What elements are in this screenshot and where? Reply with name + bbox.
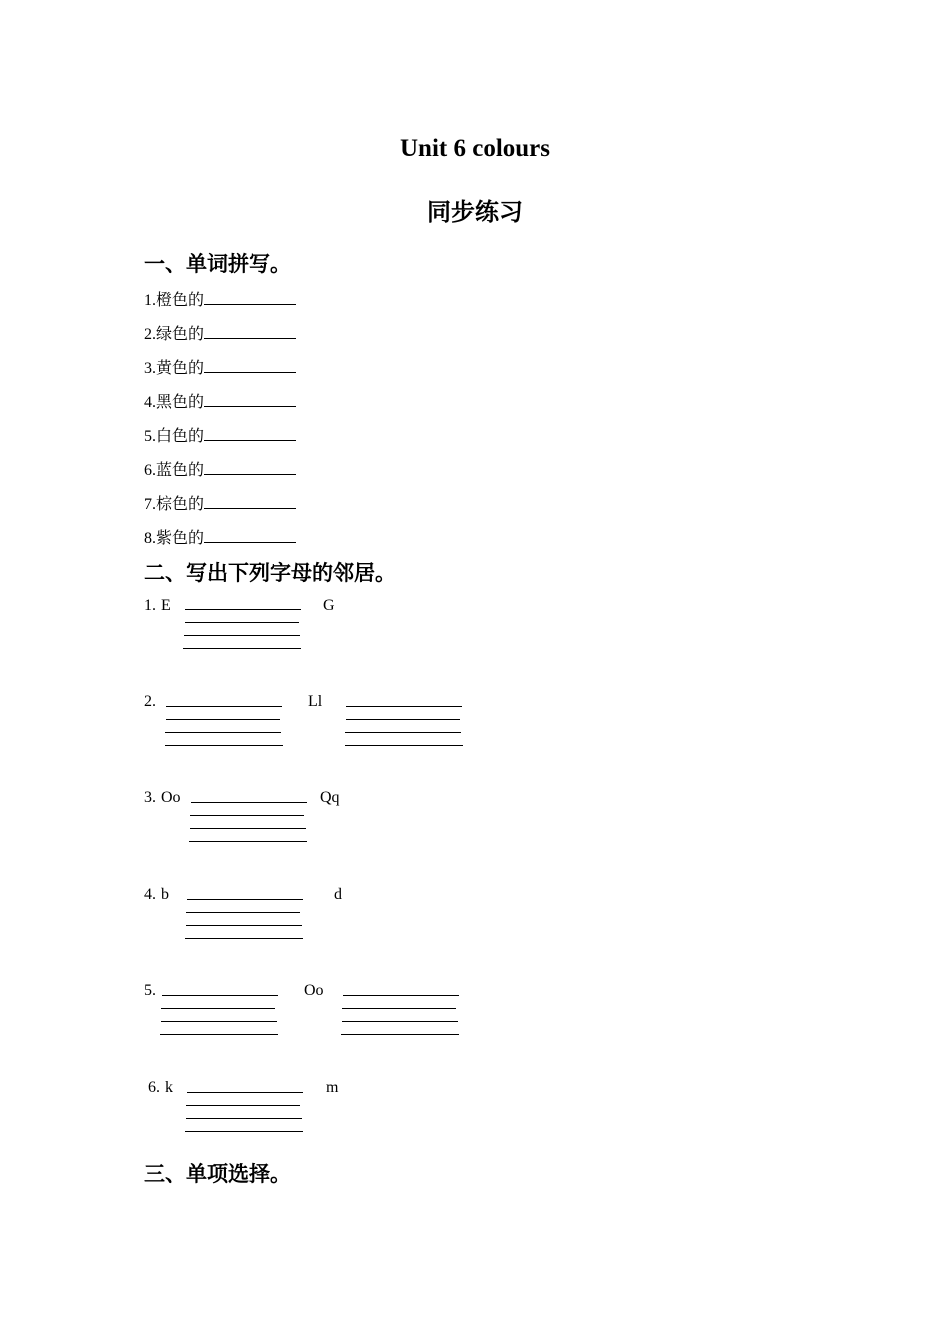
answer-blank[interactable]: [204, 459, 296, 475]
answer-blank[interactable]: [204, 357, 296, 373]
letter-given: d: [334, 886, 342, 903]
page-title: Unit 6 colours: [400, 135, 550, 162]
spelling-item: [144, 357, 296, 379]
answer-blank[interactable]: [204, 425, 296, 441]
question-number: 4.: [144, 886, 156, 903]
answer-blank[interactable]: [204, 391, 296, 407]
spelling-item-label: 7.棕色的: [144, 496, 205, 513]
spelling-item: [144, 425, 296, 447]
spelling-item: [144, 391, 296, 413]
spelling-item-label: 4.黑色的: [144, 394, 205, 411]
spelling-item-label: 1.橙色的: [144, 292, 205, 309]
page-subtitle: 同步练习: [427, 200, 523, 226]
question-number: 1.: [144, 597, 156, 614]
spelling-item-label: 6.蓝色的: [144, 462, 205, 479]
letter-given: G: [323, 597, 335, 614]
question-number: 3.: [144, 789, 156, 806]
letter-given: k: [165, 1079, 173, 1096]
answer-blank[interactable]: [204, 493, 296, 509]
section-heading-letter-neighbours: 二、写出下列字母的邻居。: [144, 561, 396, 585]
section-heading-multiple-choice: 三、单项选择。: [144, 1162, 291, 1186]
letter-given: m: [326, 1079, 339, 1096]
spelling-item-label: 8.紫色的: [144, 530, 205, 547]
spelling-item: [144, 459, 296, 481]
spelling-item-label: 3.黄色的: [144, 360, 205, 377]
letter-given: Oo: [304, 982, 324, 999]
spelling-item-label: 5.白色的: [144, 428, 205, 445]
letter-given: Ll: [308, 693, 323, 710]
answer-blank[interactable]: [204, 527, 296, 543]
letter-given: E: [161, 597, 171, 614]
letter-given: Oo: [161, 789, 181, 806]
letter-given: Qq: [320, 789, 340, 806]
question-number: 5.: [144, 982, 156, 999]
answer-blank[interactable]: [204, 289, 296, 305]
question-number: 6.: [148, 1079, 160, 1096]
spelling-item: [144, 493, 296, 515]
answer-blank[interactable]: [204, 323, 296, 339]
spelling-item: [144, 527, 296, 549]
spelling-item: [144, 289, 296, 311]
spelling-item-label: 2.绿色的: [144, 326, 205, 343]
letter-given: b: [161, 886, 169, 903]
section-heading-spelling: 一、单词拼写。: [144, 252, 291, 276]
spelling-item: [144, 323, 296, 345]
question-number: 2.: [144, 693, 156, 710]
